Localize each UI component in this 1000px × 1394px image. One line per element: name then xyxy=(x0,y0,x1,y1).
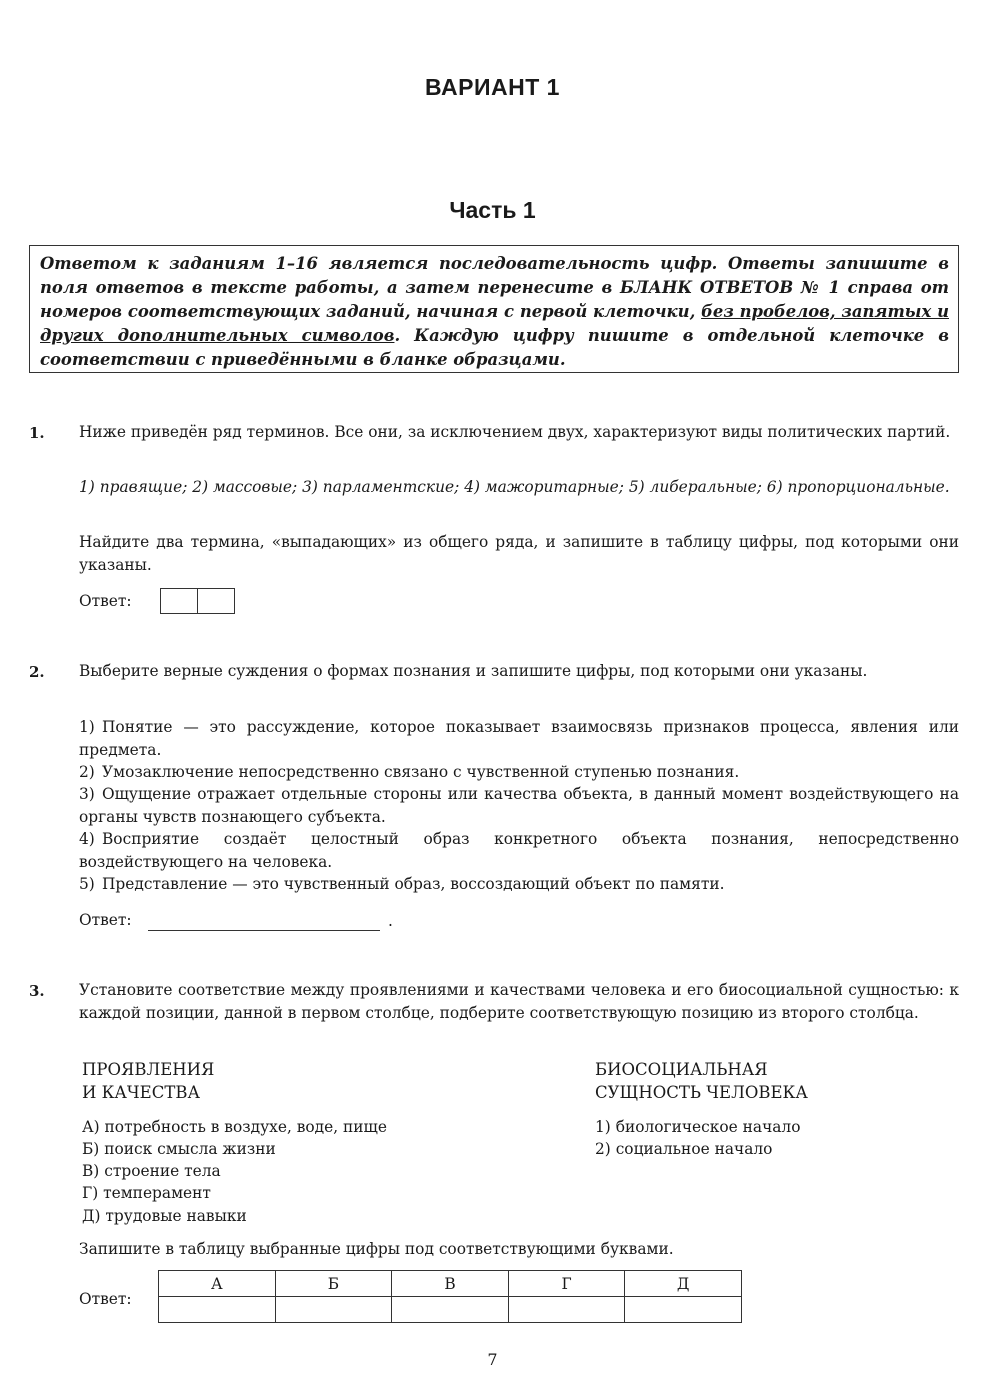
right-item: 2) социальное начало xyxy=(595,1140,773,1158)
instruction-text-1: Ответом к заданиям 1–16 является последовательность цифр. Ответы запишите в поля ответов в тексте работы, а затем перенесите в БЛАНК ОТВЕТОВ № 1 справа от номеров соответствующих заданий, начиная с первой клеточки, xyxy=(40,254,949,321)
left-column-heading-2: И КАЧЕСТВА xyxy=(82,1083,200,1102)
table-header-row xyxy=(159,1271,742,1297)
instruction-underlined: без пробелов, запятых и других дополнительных символов xyxy=(40,302,949,345)
answer-cell[interactable] xyxy=(197,589,234,613)
right-column-heading-1: БИОСОЦИАЛЬНАЯ xyxy=(595,1060,768,1079)
page-number: 7 xyxy=(487,1350,498,1369)
task-2-answer-label: Ответ: xyxy=(79,911,132,929)
right-item: 1) биологическое начало xyxy=(595,1118,801,1136)
instruction-box xyxy=(29,245,959,373)
task-2-option xyxy=(79,761,959,784)
answer-cell[interactable] xyxy=(508,1297,625,1323)
variant-title: ВАРИАНТ 1 xyxy=(425,74,560,100)
left-item: Д) трудовые навыки xyxy=(82,1207,247,1225)
option-number: 1) xyxy=(79,718,95,736)
right-column-heading-2: СУЩНОСТЬ ЧЕЛОВЕКА xyxy=(595,1083,808,1102)
task-3-answer-label: Ответ: xyxy=(79,1290,132,1308)
answer-cell[interactable] xyxy=(625,1297,742,1323)
task-3-answer-table xyxy=(158,1270,742,1323)
instruction-text-2: . Каждую цифру пишите в отдельной клеточке в соответствии с приведёнными в бланке образцами. xyxy=(40,326,949,369)
option-number: 4) xyxy=(79,830,95,848)
task-1-answer-label: Ответ: xyxy=(79,592,132,610)
task-3-number: 3. xyxy=(29,982,45,1000)
answer-cell[interactable] xyxy=(161,589,197,613)
answer-cell[interactable] xyxy=(159,1297,276,1323)
task-2-answer-end: . xyxy=(388,912,393,930)
table-header-cell: Г xyxy=(508,1271,625,1297)
table-header-cell: Б xyxy=(275,1271,392,1297)
answer-cell[interactable] xyxy=(275,1297,392,1323)
option-text: Понятие — это рассуждение, которое показывает взаимосвязь признаков процесса, явления или предмета. xyxy=(79,718,959,759)
option-text: Восприятие создаёт целостный образ конкретного объекта познания, непосредственно воздействующего на человека. xyxy=(79,830,959,871)
option-text: Представление — это чувственный образ, воссоздающий объект по памяти. xyxy=(102,875,725,893)
answer-cell[interactable] xyxy=(392,1297,509,1323)
task-2-option xyxy=(79,828,959,873)
table-answer-row xyxy=(159,1297,742,1323)
task-2-option xyxy=(79,873,959,896)
left-column-heading-1: ПРОЯВЛЕНИЯ xyxy=(82,1060,215,1079)
task-1-answer-cells[interactable] xyxy=(160,588,235,614)
task-2-answer-line[interactable] xyxy=(148,930,380,931)
task-3-table-instruction: Запишите в таблицу выбранные цифры под соответствующими буквами. xyxy=(79,1240,674,1258)
left-item: А) потребность в воздухе, воде, пище xyxy=(82,1118,387,1136)
task-2-intro: Выберите верные суждения о формах познания и запишите цифры, под которыми они указаны. xyxy=(79,662,868,680)
table-header-cell: Д xyxy=(625,1271,742,1297)
task-2-option xyxy=(79,783,959,828)
option-number: 5) xyxy=(79,875,95,893)
task-1-number: 1. xyxy=(29,424,45,442)
option-number: 3) xyxy=(79,785,95,803)
left-item: Г) темперамент xyxy=(82,1184,211,1202)
table-header-cell: В xyxy=(392,1271,509,1297)
task-2-option xyxy=(79,716,959,761)
left-item: В) строение тела xyxy=(82,1162,221,1180)
task-1-question: Найдите два термина, «выпадающих» из общего ряда, и запишите в таблицу цифры, под которыми они указаны. xyxy=(79,533,959,574)
option-text: Умозаключение непосредственно связано с чувственной ступенью познания. xyxy=(102,763,740,781)
option-number: 2) xyxy=(79,763,95,781)
task-1-terms: 1) правящие; 2) массовые; 3) парламентские; 4) мажоритарные; 5) либеральные; 6) пропорциональные. xyxy=(79,478,950,496)
task-3-intro: Установите соответствие между проявлениями и качествами человека и его биосоциальной сущностью: к каждой позиции, данной в первом столбце, подберите соответствующую позицию из второго столбца. xyxy=(79,981,959,1022)
task-1-intro: Ниже приведён ряд терминов. Все они, за исключением двух, характеризуют виды политических партий. xyxy=(79,423,951,441)
part-title: Часть 1 xyxy=(449,197,536,223)
task-2-number: 2. xyxy=(29,663,45,681)
option-text: Ощущение отражает отдельные стороны или качества объекта, в данный момент воздействующего на органы чувств познающего субъекта. xyxy=(79,785,959,826)
table-header-cell: А xyxy=(159,1271,276,1297)
left-item: Б) поиск смысла жизни xyxy=(82,1140,276,1158)
